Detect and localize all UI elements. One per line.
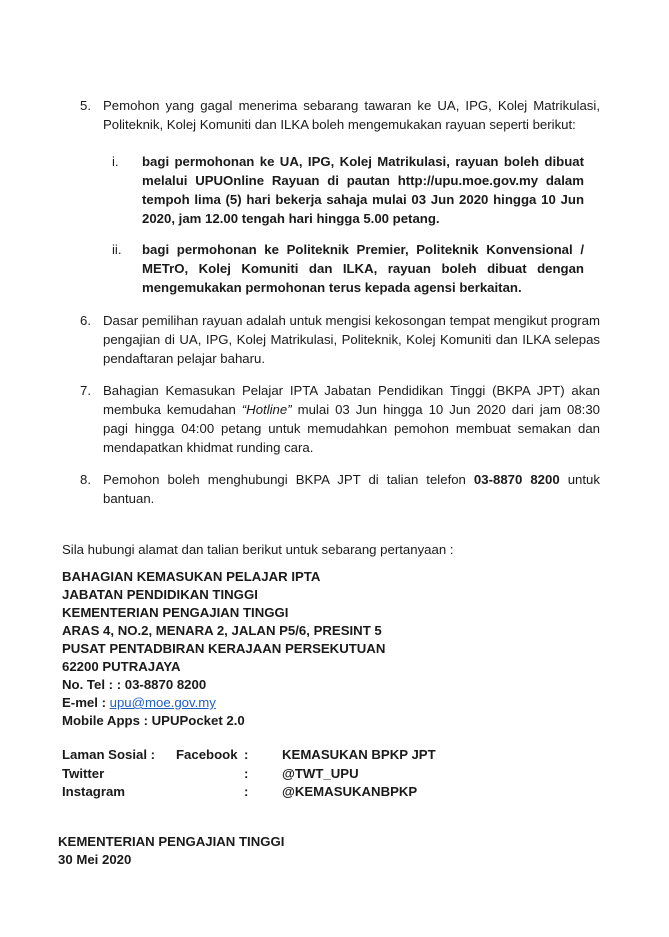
email-link[interactable]: upu@moe.gov.my bbox=[109, 695, 216, 710]
address-line-6: 62200 PUTRAJAYA bbox=[62, 659, 181, 674]
sub-paragraph-i bbox=[112, 152, 584, 228]
social-platform: Twitter bbox=[62, 766, 105, 781]
address-line-3: KEMENTERIAN PENGAJIAN TINGGI bbox=[62, 605, 289, 620]
paragraph-text-a: Bahagian Kemasukan Pelajar IPTA Jabatan Pendidikan Tinggi (BKPA JPT) akan membuka kemudahan bbox=[103, 383, 600, 417]
social-separator: : bbox=[244, 766, 249, 781]
paragraph-7 bbox=[80, 381, 600, 457]
telephone-line: No. Tel : : 03-8870 8200 bbox=[62, 677, 207, 692]
hotline-term: “Hotline” bbox=[241, 402, 292, 417]
footer-date: 30 Mei 2020 bbox=[58, 852, 132, 867]
address-line-5: PUSAT PENTADBIRAN KERAJAAN PERSEKUTUAN bbox=[62, 641, 386, 656]
address-line-2: JABATAN PENDIDIKAN TINGGI bbox=[62, 587, 258, 602]
phone-number: 03-8870 8200 bbox=[473, 472, 560, 487]
paragraph-5 bbox=[80, 96, 600, 134]
social-platform: Facebook bbox=[176, 747, 238, 762]
social-row-twitter bbox=[62, 765, 582, 783]
paragraph-text bbox=[103, 381, 600, 457]
mobile-apps-line: Mobile Apps : UPUPocket 2.0 bbox=[62, 713, 245, 728]
paragraph-text: Dasar pemilihan rayuan adalah untuk mengisi kekosongan tempat mengikut program pengajian di UA, IPG, Kolej Matrikulasi, Politeknik, Kolej Komuniti dan ILKA selepas pendaftaran pelajar baharu. bbox=[103, 313, 600, 366]
sub-paragraph-number: i. bbox=[112, 154, 119, 169]
sub-paragraph-text: bagi permohonan ke Politeknik Premier, Politeknik Konvensional / METrO, Kolej Komuniti dan ILKA, rayuan boleh dibuat dengan mengemukakan permohonan terus kepada agensi berkaitan. bbox=[142, 242, 584, 295]
sub-paragraph-number: ii. bbox=[112, 242, 122, 257]
social-handle: @TWT_UPU bbox=[282, 766, 359, 781]
paragraph-6 bbox=[80, 311, 600, 368]
contact-intro: Sila hubungi alamat dan talian berikut untuk sebarang pertanyaan : bbox=[62, 542, 454, 557]
sub-paragraph-ii bbox=[112, 240, 584, 297]
footer-ministry: KEMENTERIAN PENGAJIAN TINGGI bbox=[58, 834, 285, 849]
address-line-4: ARAS 4, NO.2, MENARA 2, JALAN P5/6, PRESINT 5 bbox=[62, 623, 382, 638]
paragraph-text-b: mulai 03 Jun hingga 10 Jun 2020 dari jam 08:30 pagi hingga 04:00 petang untuk memudahkan pemohon membuat semakan dan mendapatkan khidmat runding cara. bbox=[103, 402, 600, 455]
paragraph-text-b: untuk bantuan. bbox=[103, 472, 600, 506]
email-label: E-mel : bbox=[62, 695, 110, 710]
address-line-1: BAHAGIAN KEMASUKAN PELAJAR IPTA bbox=[62, 569, 321, 584]
email-line bbox=[62, 694, 216, 712]
paragraph-text: Pemohon yang gagal menerima sebarang tawaran ke UA, IPG, Kolej Matrikulasi, Politeknik, Kolej Komuniti dan ILKA boleh mengemukakan rayuan seperti berikut: bbox=[103, 98, 600, 132]
social-row-instagram bbox=[62, 783, 582, 801]
paragraph-text bbox=[103, 470, 600, 508]
paragraph-8 bbox=[80, 470, 600, 508]
paragraph-number: 5. bbox=[80, 98, 91, 113]
social-separator: : bbox=[244, 784, 249, 799]
social-row-facebook bbox=[62, 746, 582, 764]
sub-paragraph-text: bagi permohonan ke UA, IPG, Kolej Matrikulasi, rayuan boleh dibuat melalui UPUOnline Rayuan di pautan http://upu.moe.gov.my dalam tempoh lima (5) hari bekerja sahaja mulai 03 Jun 2020 hingga 10 Jun 2020, jam 12.00 tengah hari hingga 5.00 petang. bbox=[142, 154, 584, 226]
social-handle: @KEMASUKANBPKP bbox=[282, 784, 418, 799]
social-separator: : bbox=[244, 747, 249, 762]
paragraph-number: 6. bbox=[80, 313, 91, 328]
social-handle: KEMASUKAN BPKP JPT bbox=[282, 747, 436, 762]
social-platform: Instagram bbox=[62, 784, 126, 799]
paragraph-text-a: Pemohon boleh menghubungi BKPA JPT di talian telefon bbox=[103, 472, 474, 487]
social-label: Laman Sosial : bbox=[62, 747, 156, 762]
paragraph-number: 7. bbox=[80, 383, 91, 398]
paragraph-number: 8. bbox=[80, 472, 91, 487]
